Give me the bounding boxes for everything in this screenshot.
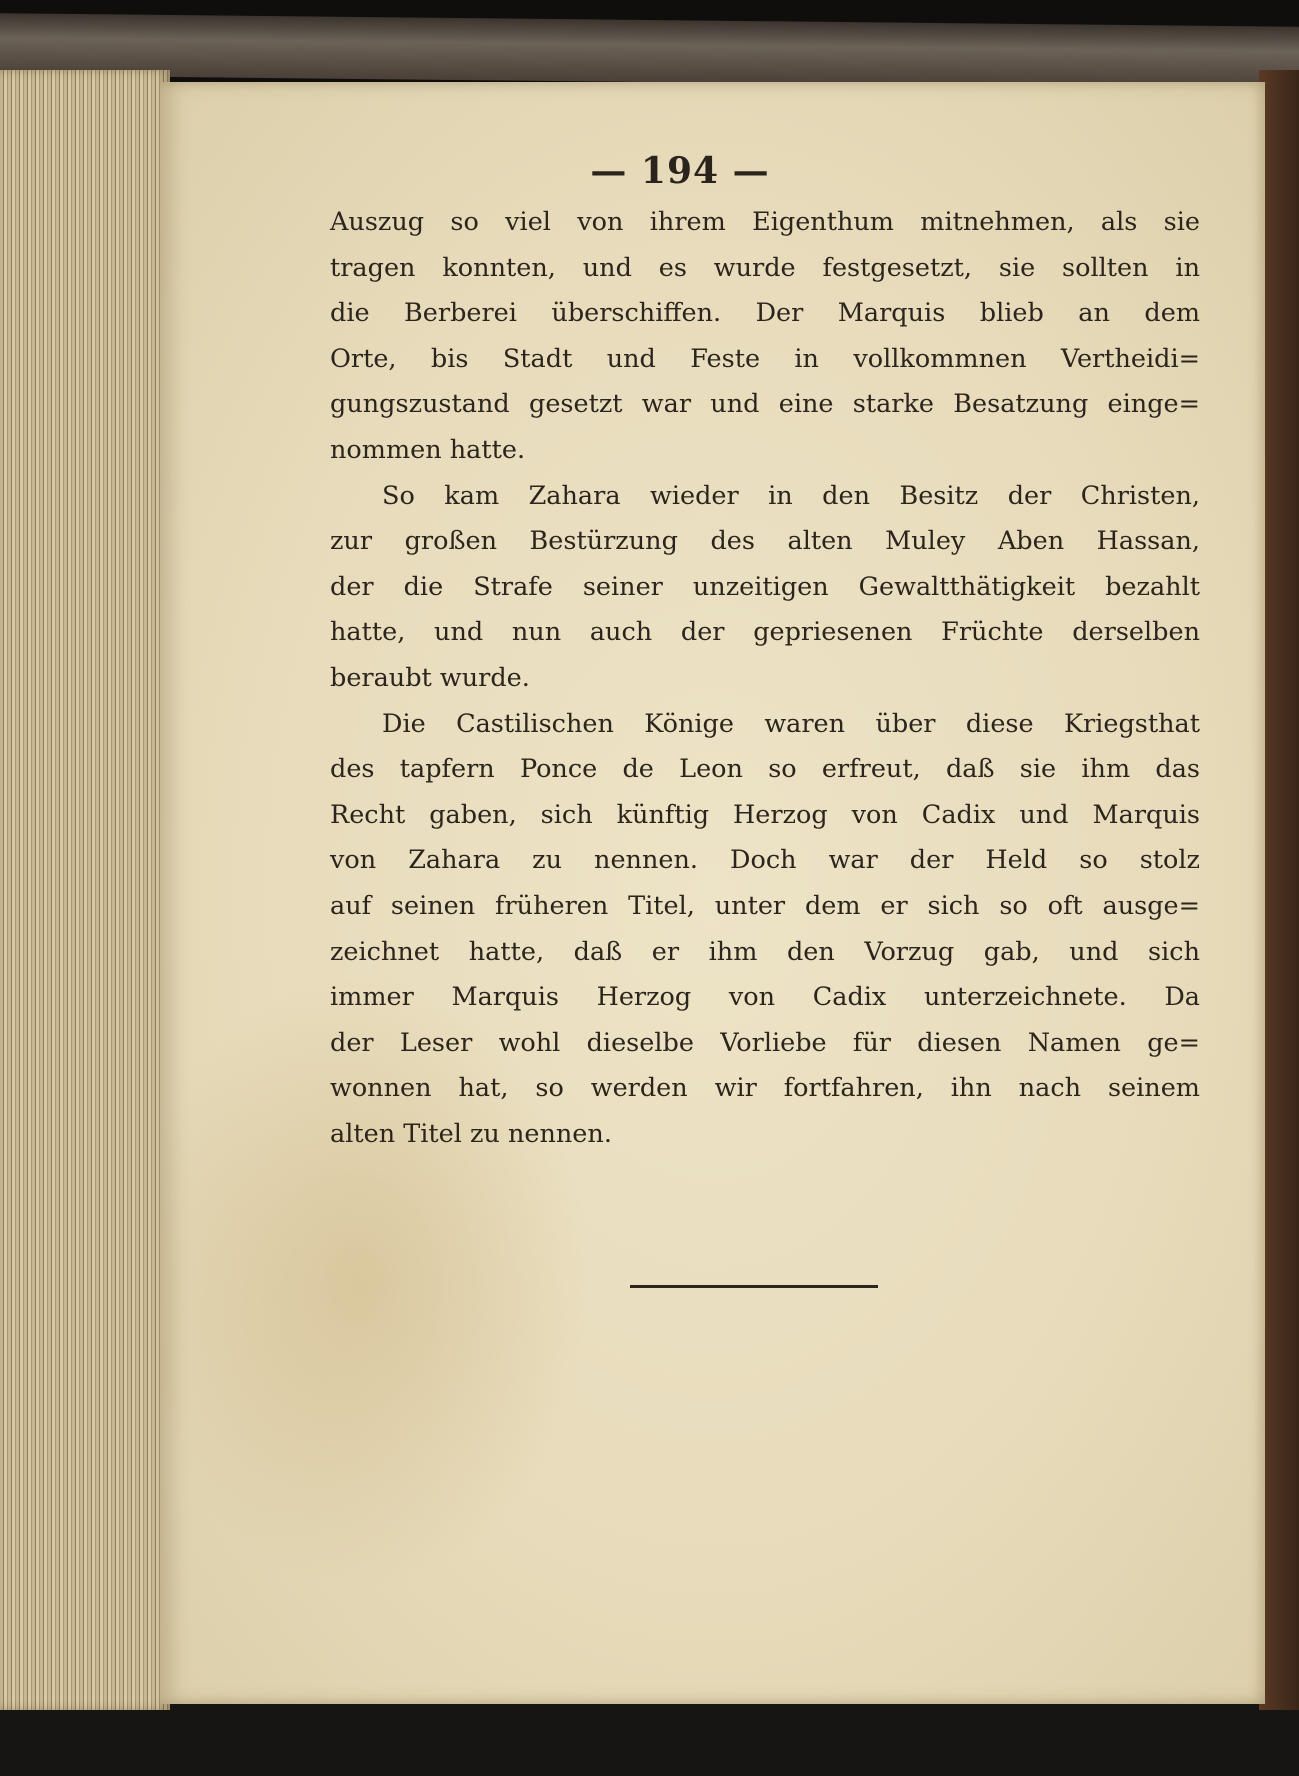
paragraph-1 [330, 200, 1200, 474]
page-number-header: — 194 — [590, 150, 770, 192]
book-cover-top-edge [0, 13, 1299, 89]
text-line: zeichnet hatte, daß er ihm den Vorzug gab, und sich [330, 936, 1200, 967]
stacked-page-edges [0, 70, 170, 1710]
text-line: gungszustand gesetzt war und eine starke Besatzung einge= [330, 389, 1200, 420]
book-cover-right-edge [1259, 70, 1299, 1710]
text-line: beraubt wurde. [330, 662, 530, 693]
body-text [330, 200, 1200, 1157]
text-line: der Leser wohl dieselbe Vorliebe für diesen Namen ge= [330, 1027, 1200, 1058]
text-line: tragen konnten, und es wurde festgesetzt, sie sollten in [330, 252, 1200, 283]
text-line: nommen hatte. [330, 434, 526, 465]
text-line: die Berberei überschiffen. Der Marquis blieb an dem [330, 298, 1200, 329]
text-line: zur großen Bestürzung des alten Muley Aben Hassan, [330, 526, 1200, 557]
book-page [160, 82, 1265, 1704]
text-line: alten Titel zu nennen. [330, 1118, 612, 1149]
text-line: der die Strafe seiner unzeitigen Gewaltthätigkeit bezahlt [330, 571, 1200, 602]
text-line: auf seinen früheren Titel, unter dem er sich so oft ausge= [330, 890, 1200, 921]
text-line: Auszug so viel von ihrem Eigenthum mitnehmen, als sie [330, 207, 1200, 237]
text-line: Die Castilischen Könige waren über diese Kriegsthat [382, 708, 1200, 739]
text-line: Orte, bis Stadt und Feste in vollkommnen Vertheidi= [330, 343, 1200, 374]
text-line: So kam Zahara wieder in den Besitz der Christen, [382, 480, 1200, 511]
text-line: immer Marquis Herzog von Cadix unterzeichnete. Da [330, 982, 1200, 1013]
text-line: Recht gaben, sich künftig Herzog von Cadix und Marquis [330, 799, 1200, 830]
paragraph-2 [330, 474, 1200, 702]
text-line: hatte, und nun auch der gepriesenen Früchte derselben [330, 617, 1200, 648]
text-line: des tapfern Ponce de Leon so erfreut, daß sie ihm das [330, 754, 1200, 785]
end-of-chapter-rule [630, 1285, 878, 1288]
paragraph-3 [330, 702, 1200, 1158]
text-line: von Zahara zu nennen. Doch war der Held so stolz [330, 845, 1200, 876]
text-line: wonnen hat, so werden wir fortfahren, ihn nach seinem [330, 1073, 1200, 1104]
